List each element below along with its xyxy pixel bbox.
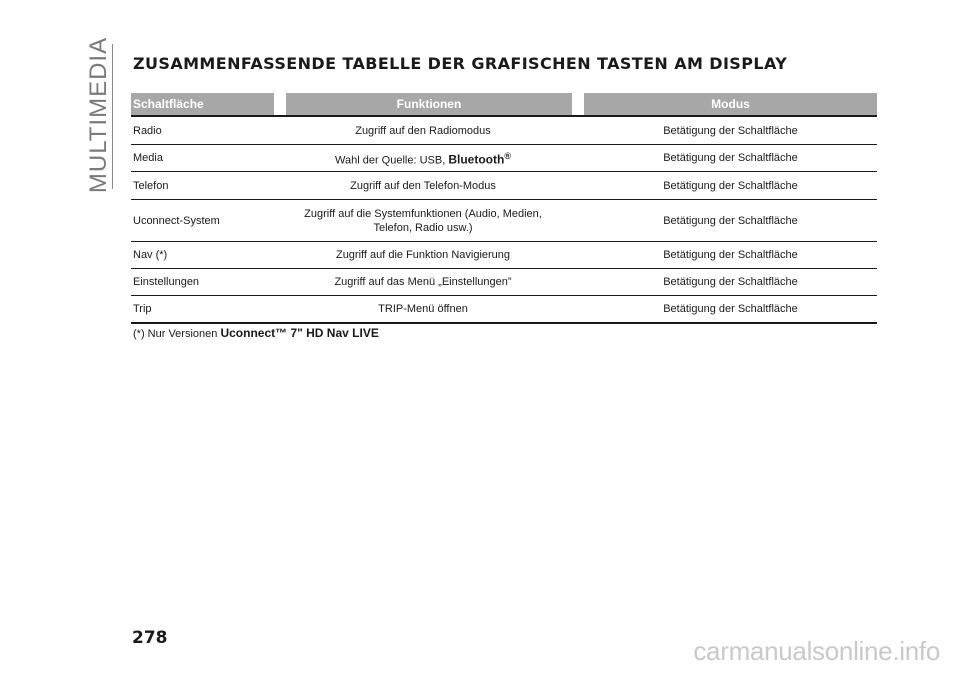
section-divider: [112, 44, 113, 189]
cell-mode: Betätigung der Schaltfläche: [663, 152, 798, 164]
table-row: [131, 200, 877, 242]
page-title: ZUSAMMENFASSENDE TABELLE DER GRAFISCHEN TASTEN AM DISPLAY: [133, 54, 788, 73]
header-funktionen: Funktionen: [286, 93, 572, 115]
header-modus: Modus: [584, 93, 877, 115]
footnote-prefix: (*) Nur Versionen: [133, 328, 221, 340]
registered-mark: ®: [504, 150, 511, 161]
cell-function: [274, 149, 572, 168]
cell-function: Zugriff auf den Radiomodus: [355, 124, 491, 137]
cell-button: Einstellungen: [133, 276, 200, 288]
table-row: [131, 172, 877, 200]
bluetooth-text: Bluetooth: [448, 152, 505, 167]
cell-function: Zugriff auf den Telefon-Modus: [350, 179, 496, 192]
cell-function: TRIP-Menü öffnen: [378, 303, 468, 315]
section-label: [84, 36, 114, 194]
cell-button: Trip: [133, 303, 152, 315]
cell-function-text: Wahl der Quelle: USB,: [335, 154, 446, 167]
cell-button: Nav (*): [133, 249, 168, 261]
cell-mode: Betätigung der Schaltfläche: [663, 303, 798, 315]
watermark: carmanualsonline.info: [693, 636, 940, 666]
cell-mode: Betätigung der Schaltfläche: [663, 249, 798, 261]
footnote: [133, 326, 379, 340]
cell-function: Zugriff auf das Menü „Einstellungen”: [334, 276, 512, 288]
cell-function: Zugriff auf die Funktion Navigierung: [335, 249, 511, 261]
section-label-text: MULTIMEDIA: [85, 36, 113, 194]
table-row: [131, 242, 877, 269]
table-row: [131, 269, 877, 296]
cell-function-line1: Zugriff auf die Systemfunktionen (Audio, Medien,: [304, 207, 542, 220]
table-row: [131, 145, 877, 172]
cell-button: Radio: [133, 124, 162, 137]
table-row: [131, 296, 877, 324]
cell-function-line2: Telefon, Radio usw.): [373, 221, 473, 234]
table-header: [131, 93, 877, 115]
footnote-version: Uconnect™ 7" HD Nav LIVE: [220, 326, 379, 340]
cell-function: [274, 207, 572, 235]
table-row: [131, 117, 877, 145]
cell-button: Media: [133, 152, 163, 164]
cell-mode: Betätigung der Schaltfläche: [663, 124, 798, 137]
cell-button: Uconnect-System: [133, 214, 220, 227]
page-number: 278: [132, 628, 168, 648]
cell-button: Telefon: [133, 179, 169, 192]
cell-mode: Betätigung der Schaltfläche: [663, 276, 798, 288]
summary-table: [131, 93, 877, 324]
header-schaltflaeche: Schaltfläche: [131, 93, 274, 115]
cell-mode: Betätigung der Schaltfläche: [663, 179, 798, 192]
cell-mode: Betätigung der Schaltfläche: [663, 214, 798, 227]
